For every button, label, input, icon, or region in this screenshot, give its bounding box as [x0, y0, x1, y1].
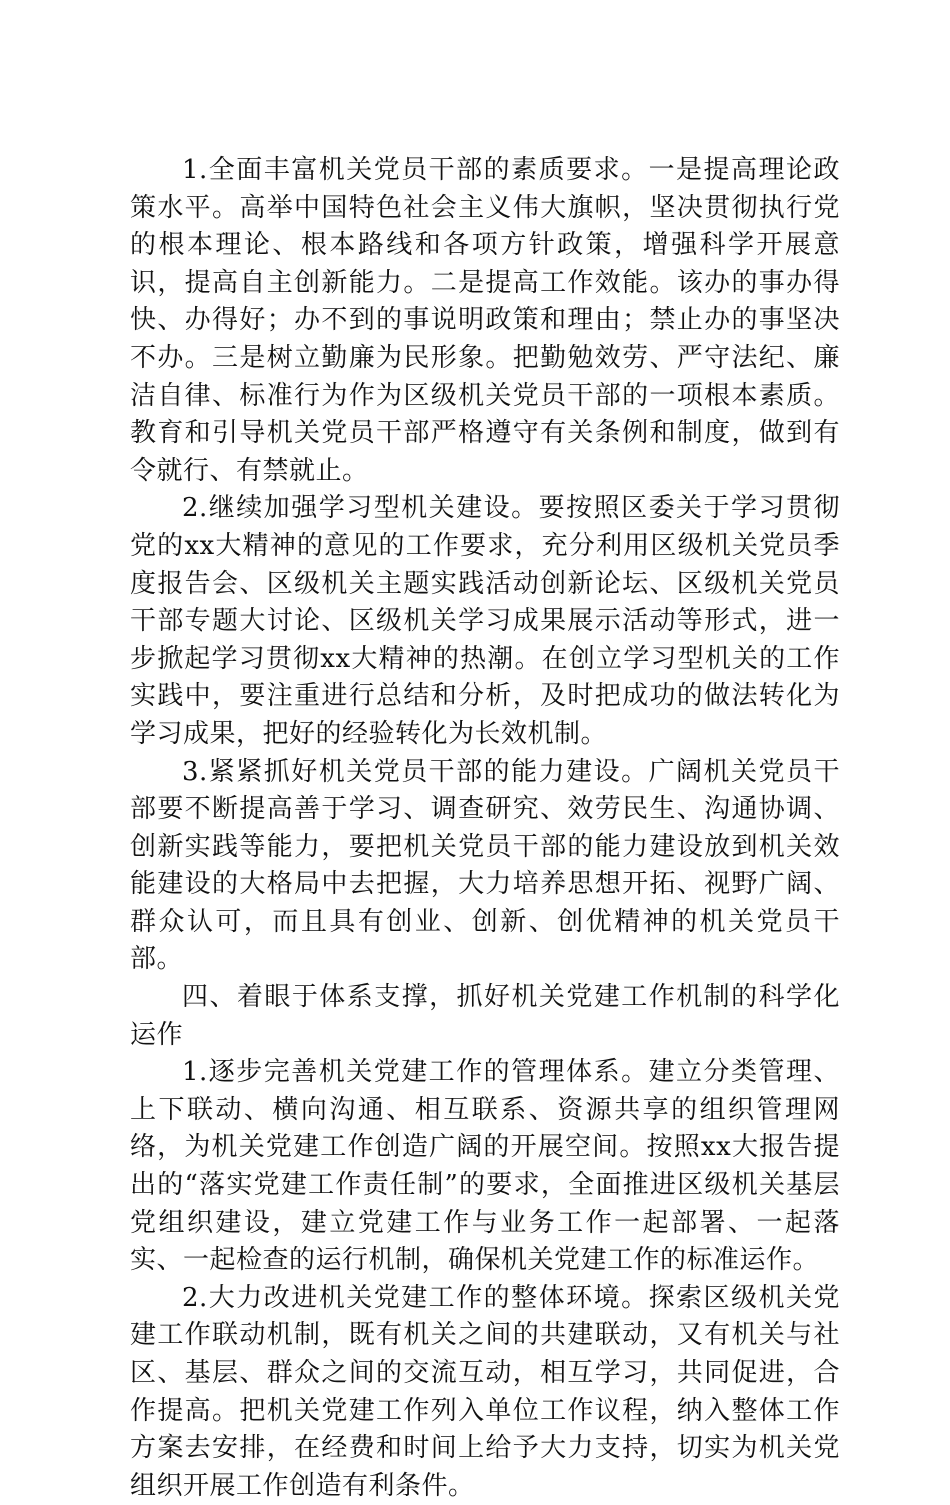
section-heading-4: 四、着眼于体系支撑，抓好机关党建工作机制的科学化运作 [130, 982, 840, 1050]
paragraph-3: 3.紧紧抓好机关党员干部的能力建设。广阔机关党员干部要不断提高善于学习、调查研究、效劳民生、沟通协调、创新实践等能力，要把机关党员干部的能力建设放到机关效能建设的大格局中去把握，大力培养思想开拓、视野广阔、群众认可，而且具有创业、创新、创优精神的机关党员干部。 [130, 756, 840, 975]
paragraph-5: 1.逐步完善机关党建工作的管理体系。建立分类管理、上下联动、横向沟通、相互联系、资源共享的组织管理网络，为机关党建工作创造广阔的开展空间。按照xx大报告提出的“落实党建工作责任制”的要求，全面推进区级机关基层党组织建设，建立党建工作与业务工作一起部署、一起落实、一起检查的运行机制，确保机关党建工作的标准运作。 [130, 1057, 840, 1276]
paragraph-2: 2.继续加强学习型机关建设。要按照区委关于学习贯彻党的xx大精神的意见的工作要求，充分利用区级机关党员季度报告会、区级机关主题实践活动创新论坛、区级机关党员干部专题大讨论、区级机关学习成果展示活动等形式，进一步掀起学习贯彻xx大精神的热潮。在创立学习型机关的工作实践中，要注重进行总结和分析，及时把成功的做法转化为学习成果，把好的经验转化为长效机制。 [130, 493, 840, 749]
paragraph-6: 2.大力改进机关党建工作的整体环境。探索区级机关党建工作联动机制，既有机关之间的共建联动，又有机关与社区、基层、群众之间的交流互动，相互学习，共同促进，合作提高。把机关党建工作列入单位工作议程，纳入整体工作方案去安排，在经费和时间上给予大力支持，切实为机关党组织开展工作创造有利条件。 [130, 1282, 840, 1501]
paragraph-1: 1.全面丰富机关党员干部的素质要求。一是提高理论政策水平。高举中国特色社会主义伟大旗帜，坚决贯彻执行党的根本理论、根本路线和各项方针政策，增强科学开展意识，提高自主创新能力。二是提高工作效能。该办的事办得快、办得好；办不到的事说明政策和理由；禁止办的事坚决不办。三是树立勤廉为民形象。把勤勉效劳、严守法纪、廉洁自律、标准行为作为区级机关党员干部的一项根本素质。教育和引导机关党员干部严格遵守有关条例和制度，做到有令就行、有禁就止。 [130, 155, 840, 486]
document-body [130, 152, 840, 1505]
